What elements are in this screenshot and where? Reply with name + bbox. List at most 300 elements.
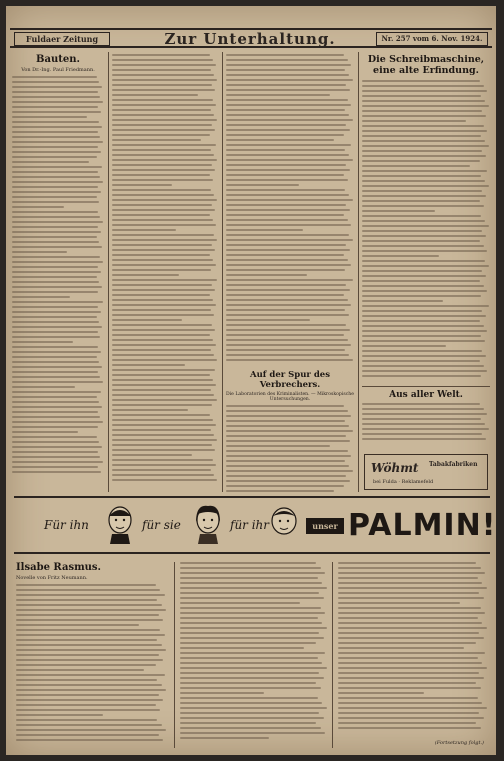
text-line — [180, 712, 319, 714]
text-line — [362, 355, 486, 357]
ad-script-text: für ihr — [230, 518, 270, 532]
text-line — [226, 415, 351, 417]
text-line — [226, 239, 353, 241]
text-line — [226, 445, 330, 447]
ad-line: bei Fulda · Reklamefeld — [373, 479, 434, 485]
text-line — [112, 224, 216, 226]
text-line — [338, 702, 482, 704]
column-rule — [174, 562, 175, 748]
text-line — [362, 220, 485, 222]
text-line — [362, 200, 480, 202]
text-line — [12, 346, 98, 348]
text-line — [112, 79, 217, 81]
text-line — [362, 130, 487, 132]
text-line — [112, 194, 214, 196]
text-line — [226, 64, 351, 66]
text-line — [338, 627, 487, 629]
text-line — [12, 86, 102, 88]
text-line — [12, 136, 100, 138]
text-line — [112, 124, 212, 126]
text-line — [362, 145, 489, 147]
text-line — [12, 286, 102, 288]
text-line — [112, 149, 211, 151]
text-line — [12, 251, 67, 253]
text-line — [180, 567, 321, 569]
text-line — [12, 326, 102, 328]
article-byline: Von Dr.-Ing. Paul Friedmann. — [21, 67, 95, 73]
text-line — [180, 607, 321, 609]
text-line — [362, 280, 480, 282]
text-line — [226, 279, 353, 281]
text-line — [226, 159, 353, 161]
text-line — [226, 204, 346, 206]
text-line — [12, 321, 99, 323]
text-line — [226, 79, 353, 81]
text-line — [112, 474, 214, 476]
text-line — [226, 234, 349, 236]
text-line — [226, 485, 344, 487]
text-line — [12, 381, 103, 383]
text-line — [12, 416, 100, 418]
text-line — [226, 164, 346, 166]
text-line — [12, 461, 103, 463]
text-line — [12, 466, 98, 468]
continued-note: (Fortsetzung folgt.) — [434, 740, 484, 746]
text-line — [180, 562, 316, 564]
text-line — [12, 316, 97, 318]
text-line — [12, 401, 99, 403]
text-line — [362, 180, 485, 182]
text-line — [112, 144, 216, 146]
text-line — [180, 697, 318, 699]
text-line — [16, 619, 163, 621]
story-rasmus-continued — [338, 562, 488, 748]
text-line — [338, 562, 476, 564]
text-line — [12, 431, 78, 433]
text-line — [180, 682, 316, 684]
section-divider — [362, 386, 490, 387]
text-line — [16, 704, 156, 706]
text-line — [362, 433, 482, 435]
text-line — [112, 409, 188, 411]
text-line — [12, 246, 102, 248]
text-line — [226, 289, 350, 291]
child-face-icon — [270, 504, 298, 544]
text-line — [112, 314, 214, 316]
text-line — [16, 609, 166, 611]
text-line — [112, 364, 185, 366]
text-line — [226, 54, 344, 56]
text-line — [362, 125, 484, 127]
text-line — [226, 129, 350, 131]
ad-script-text: Für ihn — [44, 518, 89, 532]
text-line — [112, 414, 210, 416]
text-line — [112, 454, 192, 456]
text-line — [362, 120, 466, 122]
text-line — [226, 139, 334, 141]
text-line — [112, 264, 216, 266]
text-line — [12, 191, 101, 193]
text-line — [226, 229, 303, 231]
text-line — [112, 319, 182, 321]
text-line — [226, 430, 353, 432]
text-line — [362, 315, 486, 317]
text-line — [112, 184, 172, 186]
text-line — [362, 190, 482, 192]
text-line — [362, 285, 484, 287]
text-line — [180, 672, 319, 674]
text-line — [12, 356, 97, 358]
text-line — [362, 320, 480, 322]
text-line — [12, 121, 99, 123]
text-line — [112, 399, 217, 401]
ad-line: Tabakfabriken — [429, 461, 478, 468]
text-line — [112, 449, 215, 451]
text-line — [16, 614, 159, 616]
text-line — [180, 717, 324, 719]
text-line — [180, 737, 269, 739]
text-line — [180, 602, 300, 604]
text-line — [226, 480, 350, 482]
text-line — [12, 311, 101, 313]
text-line — [226, 425, 349, 427]
text-line — [362, 100, 485, 102]
text-line — [226, 199, 353, 201]
text-line — [180, 627, 327, 629]
text-line — [362, 240, 480, 242]
text-line — [226, 59, 348, 61]
article-subtitle: Die Laboratorien des Kriminalisten. — Mikroskopische Untersuchungen. — [226, 392, 354, 402]
text-line — [338, 632, 479, 634]
column-rule — [332, 562, 333, 748]
text-line — [362, 275, 486, 277]
text-line — [12, 271, 101, 273]
article-bauten — [12, 54, 104, 492]
text-line — [338, 722, 476, 724]
story-title: Ilsabe Rasmus. — [16, 562, 102, 573]
text-line — [16, 629, 160, 631]
text-line — [226, 219, 348, 221]
text-line — [338, 712, 479, 714]
text-line — [16, 699, 163, 701]
text-line — [362, 110, 482, 112]
text-line — [226, 179, 348, 181]
man-face-icon — [106, 504, 134, 544]
text-line — [12, 146, 98, 148]
text-line — [338, 707, 487, 709]
text-line — [12, 371, 98, 373]
text-line — [112, 304, 216, 306]
text-line — [226, 209, 350, 211]
text-line — [180, 657, 318, 659]
article-aus-aller-welt — [362, 390, 490, 450]
text-line — [16, 724, 162, 726]
story-body — [338, 562, 488, 729]
article-body — [362, 80, 490, 377]
text-line — [112, 134, 210, 136]
text-line — [226, 264, 351, 266]
text-line — [112, 199, 217, 201]
text-line — [226, 329, 350, 331]
text-line — [362, 215, 481, 217]
story-body — [180, 562, 328, 739]
text-line — [180, 667, 327, 669]
text-line — [362, 438, 486, 440]
text-line — [362, 428, 489, 430]
text-line — [112, 359, 217, 361]
text-line — [112, 59, 213, 61]
text-line — [362, 340, 485, 342]
text-line — [112, 459, 213, 461]
text-line — [112, 214, 210, 216]
text-line — [12, 96, 100, 98]
text-line — [16, 679, 157, 681]
text-line — [362, 95, 481, 97]
text-line — [362, 403, 480, 405]
text-line — [12, 456, 100, 458]
text-line — [16, 739, 163, 741]
text-line — [362, 310, 482, 312]
text-line — [180, 687, 321, 689]
text-line — [180, 692, 264, 694]
text-line — [226, 324, 346, 326]
text-line — [362, 325, 484, 327]
text-line — [112, 174, 210, 176]
text-line — [112, 114, 214, 116]
text-line — [338, 607, 481, 609]
text-line — [12, 131, 98, 133]
text-line — [12, 436, 97, 438]
text-line — [362, 423, 485, 425]
text-line — [112, 384, 216, 386]
text-line — [12, 351, 101, 353]
text-line — [226, 274, 307, 276]
text-line — [112, 419, 213, 421]
text-line — [226, 109, 345, 111]
text-line — [12, 186, 98, 188]
text-line — [16, 604, 162, 606]
text-line — [180, 632, 319, 634]
text-line — [12, 206, 64, 208]
text-line — [226, 189, 345, 191]
text-line — [112, 389, 211, 391]
text-line — [362, 105, 489, 107]
text-line — [12, 266, 98, 268]
article-body — [226, 405, 354, 492]
text-line — [12, 391, 101, 393]
column-rule — [108, 52, 109, 492]
text-line — [112, 269, 211, 271]
text-line — [12, 446, 102, 448]
text-line — [16, 594, 165, 596]
article-title: Auf der Spur des Verbrechers. — [249, 370, 330, 390]
ad-brand: Wöhmt — [371, 461, 419, 475]
text-line — [362, 205, 484, 207]
text-line — [226, 349, 345, 351]
text-line — [16, 669, 144, 671]
text-line — [226, 359, 353, 361]
text-line — [362, 255, 439, 257]
text-line — [112, 434, 214, 436]
text-line — [362, 300, 443, 302]
text-line — [338, 602, 460, 604]
text-line — [226, 334, 344, 336]
text-line — [112, 309, 211, 311]
text-line — [16, 584, 156, 586]
text-line — [338, 717, 484, 719]
text-line — [12, 181, 103, 183]
text-line — [226, 114, 349, 116]
story-body — [16, 584, 168, 741]
text-line — [338, 652, 485, 654]
text-line — [362, 165, 470, 167]
story-rasmus — [16, 562, 168, 748]
text-line — [226, 74, 349, 76]
text-line — [112, 274, 179, 276]
text-line — [12, 241, 99, 243]
text-line — [362, 295, 481, 297]
text-line — [226, 119, 353, 121]
text-line — [12, 166, 102, 168]
text-line — [12, 281, 99, 283]
text-line — [180, 652, 325, 654]
text-line — [226, 144, 351, 146]
text-line — [338, 672, 479, 674]
article-schreibmaschine — [362, 54, 490, 386]
text-line — [12, 301, 103, 303]
text-line — [180, 617, 318, 619]
text-line — [112, 94, 198, 96]
article-body — [12, 76, 104, 473]
text-line — [226, 339, 348, 341]
text-line — [180, 642, 316, 644]
text-line — [362, 230, 482, 232]
story-byline: Novelle von Fritz Neumann. — [16, 575, 88, 581]
text-line — [226, 284, 346, 286]
text-line — [12, 256, 100, 258]
text-line — [338, 687, 481, 689]
text-line — [12, 226, 98, 228]
text-line — [112, 204, 212, 206]
tabak-ad — [364, 454, 488, 490]
text-line — [362, 335, 481, 337]
text-line — [112, 159, 217, 161]
text-line — [226, 214, 344, 216]
text-line — [112, 99, 213, 101]
text-line — [12, 451, 98, 453]
issue-date: Nr. 257 vom 6. Nov. 1924. — [376, 32, 488, 46]
ad-script-text: für sie — [142, 518, 181, 532]
text-line — [112, 369, 215, 371]
text-line — [12, 116, 87, 118]
text-line — [226, 465, 349, 467]
text-line — [112, 479, 217, 481]
text-line — [180, 572, 325, 574]
text-line — [180, 592, 319, 594]
text-line — [12, 331, 98, 333]
text-line — [180, 622, 322, 624]
text-line — [112, 229, 176, 231]
text-line — [112, 119, 217, 121]
text-line — [112, 429, 211, 431]
text-line — [338, 592, 479, 594]
text-line — [112, 64, 216, 66]
text-line — [226, 169, 350, 171]
text-line — [338, 612, 485, 614]
text-line — [12, 156, 97, 158]
text-line — [362, 250, 487, 252]
text-line — [16, 634, 165, 636]
text-line — [16, 719, 157, 721]
text-line — [180, 722, 316, 724]
text-line — [362, 80, 480, 82]
text-line — [180, 577, 318, 579]
text-line — [12, 366, 102, 368]
text-line — [180, 702, 322, 704]
text-line — [112, 349, 211, 351]
text-line — [226, 124, 346, 126]
text-line — [226, 435, 346, 437]
text-line — [180, 662, 322, 664]
text-line — [362, 305, 489, 307]
text-line — [12, 441, 99, 443]
text-line — [362, 235, 486, 237]
text-line — [112, 254, 210, 256]
section-title: Zur Unterhaltung. — [164, 30, 336, 48]
text-line — [338, 697, 478, 699]
text-line — [112, 179, 213, 181]
text-line — [226, 94, 330, 96]
text-line — [226, 294, 344, 296]
text-line — [338, 647, 464, 649]
text-line — [12, 106, 98, 108]
text-line — [112, 54, 210, 56]
text-line — [338, 572, 485, 574]
text-line — [112, 354, 214, 356]
text-line — [362, 260, 485, 262]
article-title: Bauten. — [36, 54, 80, 65]
text-line — [12, 276, 97, 278]
text-line — [180, 612, 325, 614]
text-line — [362, 418, 481, 420]
text-line — [362, 413, 487, 415]
text-line — [226, 470, 353, 472]
text-line — [112, 209, 215, 211]
text-line — [362, 365, 484, 367]
ad-brand: PALMIN! — [348, 508, 496, 543]
text-line — [226, 154, 349, 156]
text-line — [362, 160, 480, 162]
text-line — [112, 244, 212, 246]
text-line — [338, 657, 478, 659]
text-line — [338, 727, 481, 729]
text-line — [338, 692, 424, 694]
text-line — [12, 396, 97, 398]
paper-name: Fuldaer Zeitung — [14, 32, 110, 46]
text-line — [338, 667, 487, 669]
text-line — [226, 410, 348, 412]
text-line — [226, 259, 348, 261]
text-line — [226, 405, 344, 407]
text-line — [226, 314, 349, 316]
text-line — [180, 707, 327, 709]
text-line — [16, 664, 156, 666]
text-line — [226, 420, 345, 422]
text-line — [338, 677, 484, 679]
text-line — [112, 249, 215, 251]
text-line — [362, 135, 481, 137]
text-line — [112, 109, 211, 111]
